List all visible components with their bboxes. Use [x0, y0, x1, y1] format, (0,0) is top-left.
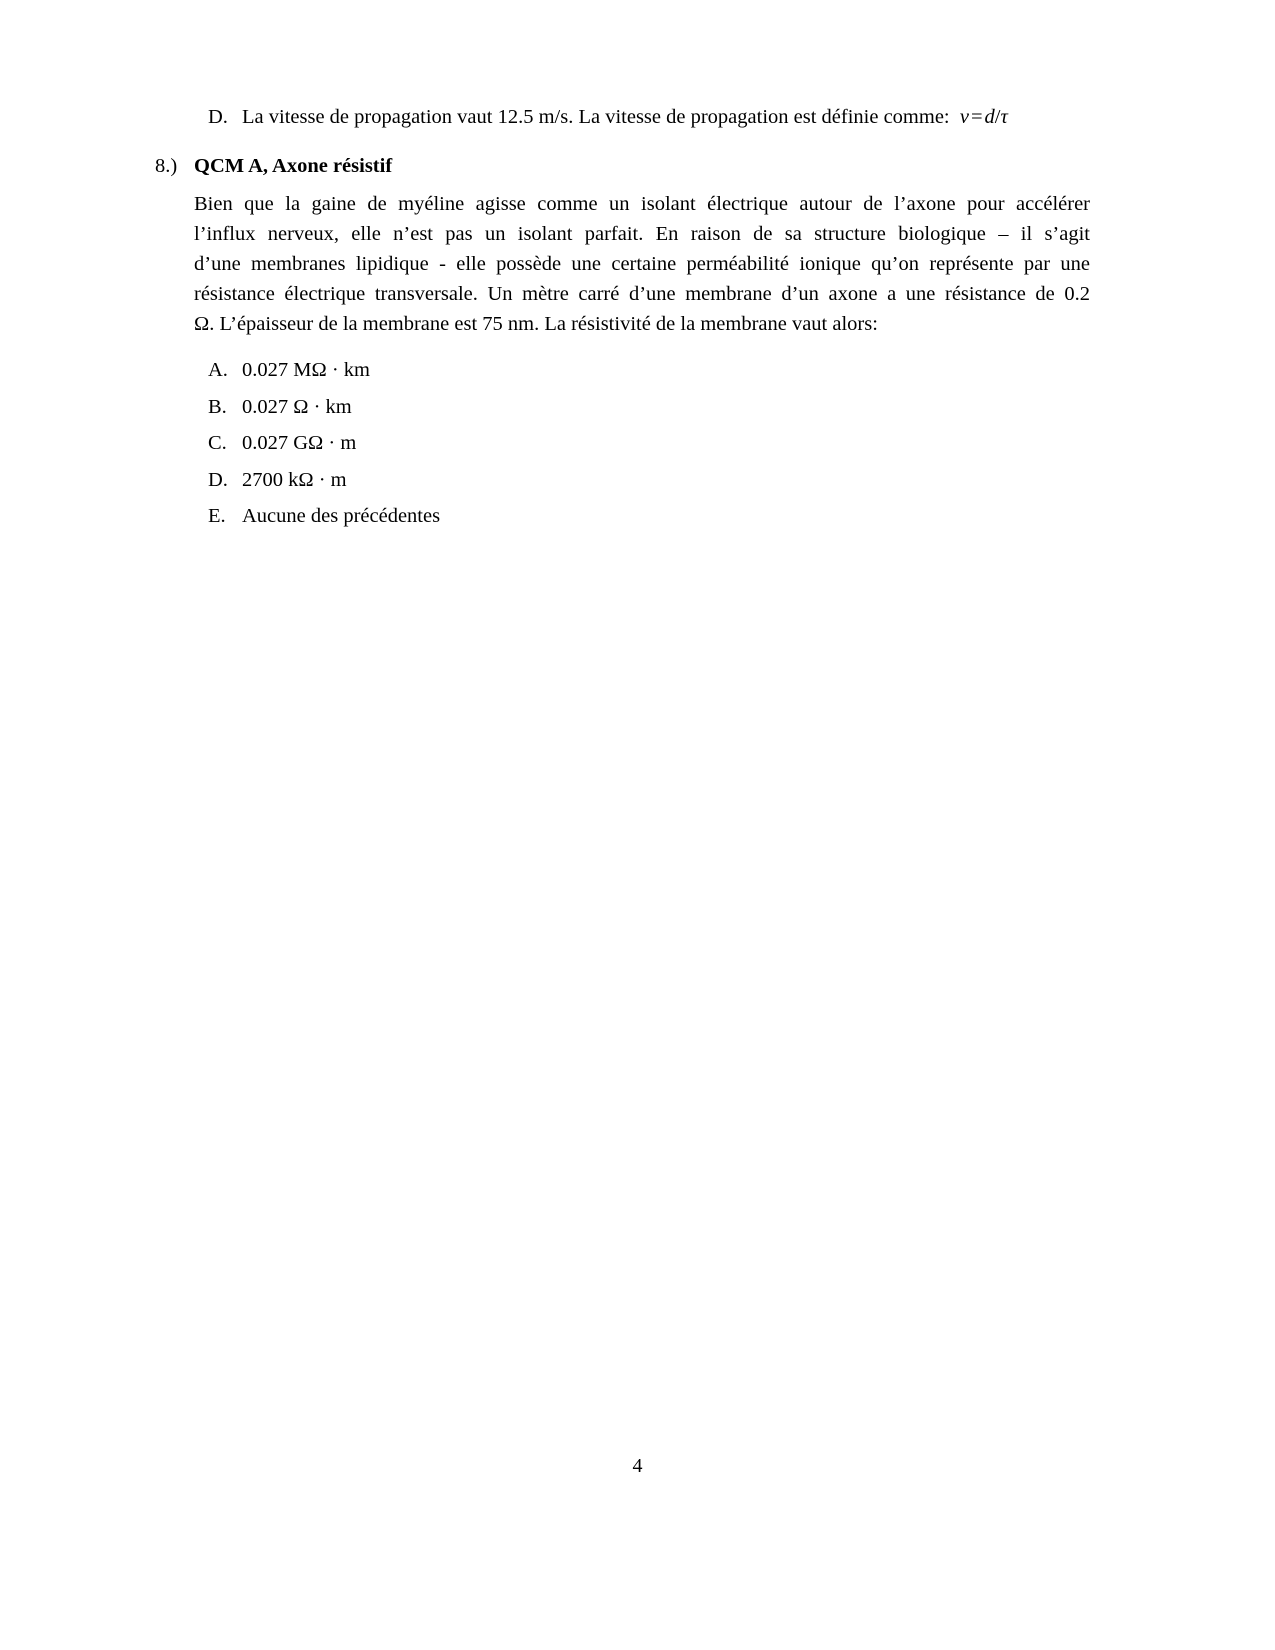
statement-line: l’influx nerveux, elle n’est pas un isolant parfait. En raison de sa structure biologique – il s’agit	[194, 222, 1090, 245]
formula-numerator-d: d	[984, 106, 995, 128]
statement-line: Ω. L’épaisseur de la membrane est 75 nm. La résistivité de la membrane vaut alors:	[194, 313, 878, 336]
answer-option-c[interactable]	[208, 433, 1090, 454]
question-number: 8.)	[155, 154, 178, 177]
option-marker: E.	[208, 505, 226, 528]
option-marker: D.	[208, 468, 228, 491]
option-label: Aucune des précédentes	[242, 505, 441, 528]
answer-option-a[interactable]	[208, 360, 1090, 381]
option-marker: D.	[208, 106, 228, 128]
answer-option-b[interactable]	[208, 397, 1090, 418]
option-marker: A.	[208, 359, 228, 382]
option-text-prose: La vitesse de propagation vaut 12.5 m/s. La vitesse de propagation est définie comme:	[242, 106, 950, 128]
page-number: 4	[632, 1455, 643, 1477]
option-label: 0.027 GΩ · m	[242, 432, 357, 455]
formula-equals-sign: =	[970, 106, 983, 128]
carry-over-option-d	[155, 104, 1090, 131]
answer-options-list	[208, 360, 1090, 527]
question-statement	[194, 189, 1090, 340]
statement-line: d’une membranes lipidique - elle possède une certaine perméabilité ionique qu’on représente par une	[194, 252, 1090, 275]
option-marker: B.	[208, 395, 227, 418]
answer-option-e[interactable]	[208, 506, 1090, 527]
formula-slash: /	[994, 106, 1001, 128]
option-text	[242, 104, 1090, 131]
option-label: 0.027 Ω · km	[242, 395, 352, 418]
option-label: 2700 kΩ · m	[242, 468, 347, 491]
answer-option-d[interactable]	[208, 470, 1090, 491]
statement-line: résistance électrique transversale. Un mètre carré d’une membrane d’un axone a une résistance de 0.2	[194, 283, 1090, 306]
option-marker: C.	[208, 432, 227, 455]
propagation-speed-formula	[950, 106, 1008, 128]
page-content	[155, 104, 1090, 543]
question-heading	[155, 155, 1090, 178]
formula-variable-v: v	[959, 106, 969, 128]
formula-denominator-tau: τ	[1000, 106, 1008, 128]
option-label: 0.027 MΩ · km	[242, 359, 370, 382]
question-title: QCM A, Axone résistif	[194, 154, 393, 177]
statement-line: Bien que la gaine de myéline agisse comme un isolant électrique autour de l’axone pour accélérer	[194, 192, 1090, 215]
